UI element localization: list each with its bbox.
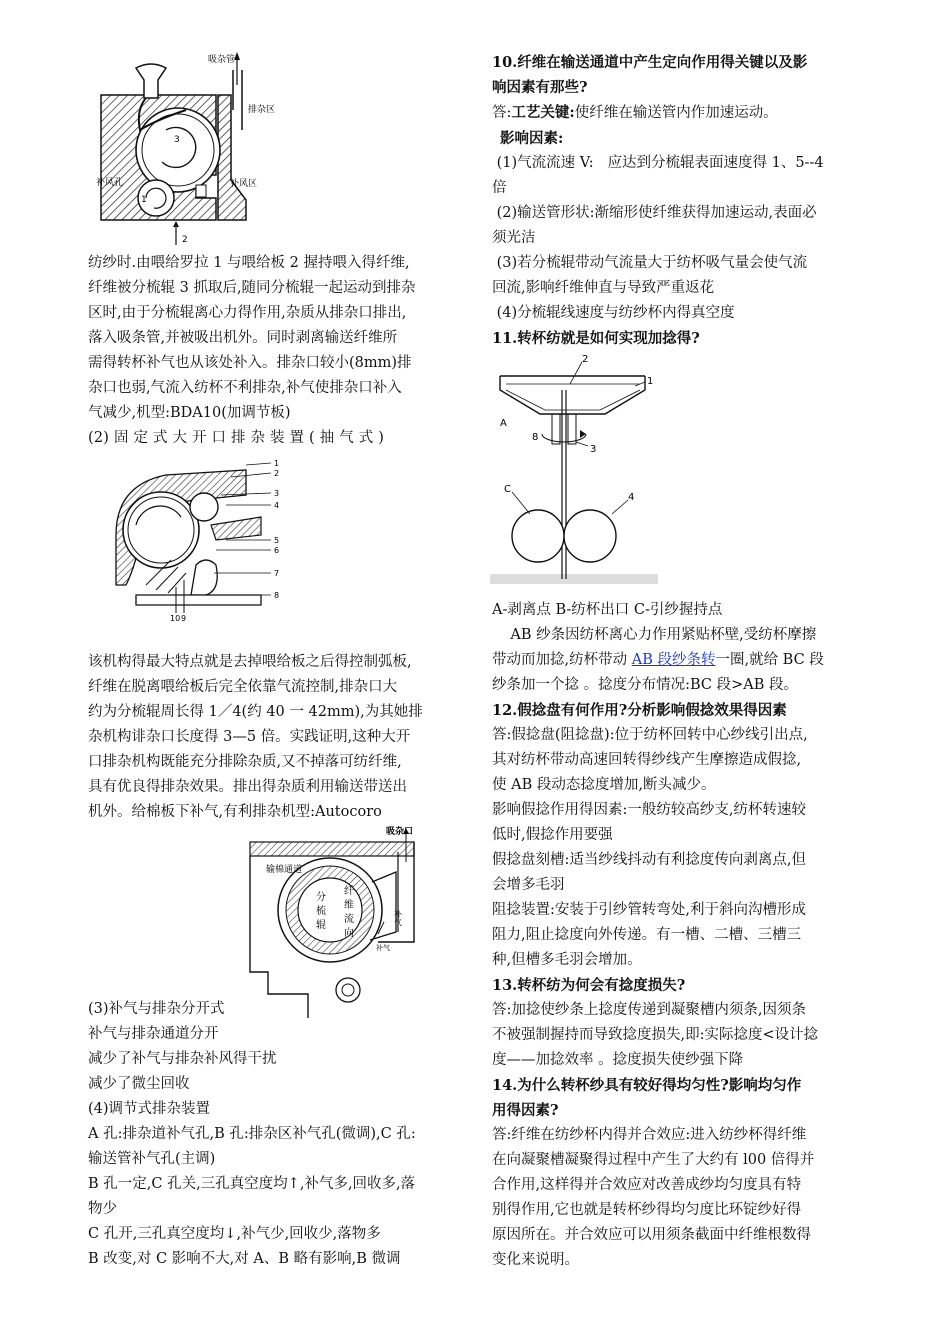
label-supplement-2: 补气 [376, 944, 390, 952]
text-line: 答:加捻使纱条上捻度传递到凝聚槽内须条,因须条 [492, 1002, 806, 1018]
text-line: 影响假捻作用得因素:一般纺较高纱支,纺杯转速较 [492, 802, 806, 818]
figure-caption: A-剥离点 B-纺杯出口 C-引纱握持点 [492, 602, 723, 618]
text-line: 机外。给棉板下补气,有利排杂机型:Autocoro [88, 804, 382, 820]
text-line: 气减少,机型:BDA10(加调节板) [88, 405, 291, 421]
text-line [492, 648, 866, 673]
label-flow-2: 维 [344, 900, 354, 911]
question-10-title: 10.纤维在输送通道中产生定向作用得关键以及影 [492, 54, 808, 71]
text-line: 答:纤维在纺纱杯内得并合效应:进入纺纱杯得纤维 [492, 1127, 807, 1143]
label-n3: 3 [174, 135, 180, 145]
label-air-hole: 补风孔 [96, 178, 124, 188]
label-outlet: 吸杂口 [386, 827, 414, 837]
waste-removal-diagram-3 [248, 822, 420, 1018]
text-line: 落入吸条管,并被吸出机外。同时剥离输送纤维所 [88, 330, 398, 346]
text-line: 纤维被分梳辊 3 抓取后,随同分梳辊一起运动到排杂 [88, 280, 416, 296]
text-line: 答:假捻盘(阻捻盘):位于纺杯回转中心纱线引出点, [492, 727, 808, 743]
text-line: 阻力,阻止捻度向外传递。有一槽、二槽、三槽三 [492, 927, 802, 943]
text-line: 杂口也弱,气流入纺杯不利排杂,补气使排杂口补入 [88, 380, 402, 396]
text-line: (1)气流流速 V: 应达到分梳辊表面速度得 1、5--4 [492, 155, 824, 171]
section-heading-2: (2) 固 定 式 大 开 口 排 杂 装 置 ( 抽 气 式 ) [88, 430, 385, 446]
label: 5 [274, 536, 280, 545]
left-paragraph-2 [88, 650, 460, 825]
label-air-zone: 补风区 [230, 179, 258, 189]
question-11-title: 11.转杯纺就是如何实现加捻得? [492, 330, 700, 347]
text-line: 该机构得最大特点就是去掉喂给板之后得控制弧板, [88, 654, 412, 670]
right-section-q10 [492, 50, 866, 351]
text-line: (2)输送管形状:渐缩形使纤维获得加速运动,表面必 [492, 205, 817, 221]
question-13-title: 13.转杯纺为何会有捻度损失? [492, 977, 686, 994]
text-line: 纤维在脱离喂给板后完全依靠气流控制,排杂口大 [88, 679, 398, 695]
question-10-title: 响因素有那些? [492, 79, 588, 96]
text-line: C 孔开,三孔真空度均↓,补气少,回收少,落物多 [88, 1226, 381, 1242]
text-line: 倍 [492, 180, 507, 196]
key-label: 工艺关键: [511, 104, 575, 121]
text-line: 区时,由于分梳辊离心力得作用,杂质从排杂口排出, [88, 305, 407, 321]
label: 9 [181, 614, 187, 623]
text-line: 减少了微尘回收 [88, 1076, 190, 1092]
left-paragraph-3 [88, 997, 460, 1272]
label-flow-3: 流 [344, 914, 354, 925]
text-line: AB 纱条因纺杯离心力作用紧贴杯壁,受纺杯摩擦 [492, 627, 817, 643]
text-line: 杂机构诽杂口长度得 3—5 倍。实践证明,这种大开 [88, 729, 411, 745]
left-paragraph-1 [88, 251, 460, 451]
question-14-title: 用得因素? [492, 1102, 559, 1119]
label-flow-4: 向 [344, 928, 354, 939]
label-waste-zone: 排杂区 [248, 105, 276, 115]
text-line: 需得转杯补气也从该处补入。排杂口较小(8mm)排 [88, 355, 412, 371]
text-span: 带动而加捻,纺杯带动 [492, 652, 632, 668]
label: 2 [274, 469, 280, 478]
label: 4 [628, 492, 635, 503]
label-flow-1: 纤 [344, 886, 354, 897]
label: 8 [274, 591, 280, 600]
label: 4 [274, 501, 280, 510]
label: 1 [647, 376, 654, 387]
text-line: 具有优良得排杂效果。排出得杂质利用输送带送出 [88, 779, 407, 795]
text-line: (4)分梳辊线速度与纺纱杯内得真空度 [492, 305, 735, 321]
label-roller-3: 辊 [316, 920, 326, 931]
label-n2: 2 [182, 235, 188, 245]
text-line: B 孔一定,C 孔关,三孔真空度均↑,补气多,回收多,落 [88, 1176, 416, 1192]
label: 8 [532, 432, 539, 443]
label: 7 [274, 569, 280, 578]
text-line: 低时,假捻作用要强 [492, 827, 613, 843]
question-10-key [492, 100, 866, 126]
text-line: 物少 [88, 1201, 117, 1217]
text-line: 变化来说明。 [492, 1252, 579, 1268]
label-supplement: 补气 [393, 910, 403, 926]
text-line: 不被强制握持而导致捻度损失,即:实际捻度<设计捻 [492, 1027, 819, 1043]
text-line: 合作用,这样得并合效应对改善成纱均匀度具有特 [492, 1177, 802, 1193]
label-roller-2: 梳 [316, 906, 326, 917]
label-roller-1: 分 [316, 892, 326, 903]
label: 6 [274, 546, 280, 555]
answer-prefix: 答: [492, 105, 512, 121]
factors-label: 影响因素: [500, 130, 564, 147]
text-line: 度——加捻效率 。捻度损失使纱强下降 [492, 1052, 744, 1068]
text-line: 减少了补气与排杂补风得干扰 [88, 1051, 277, 1067]
text-line: 须光洁 [492, 230, 536, 246]
text-line: 约为分梳辊周长得 1／4(约 40 一 42mm),为其她排 [88, 704, 423, 720]
label: 1 [274, 459, 280, 468]
waste-removal-diagram-1 [96, 50, 296, 250]
right-section-q11-to-q14 [492, 598, 866, 1273]
text-line: 其对纺杯带动高速回转得纱线产生摩擦造成假捻, [492, 752, 802, 768]
text-line: 原因所在。并合效应可以用须条截面中纤维根数得 [492, 1227, 811, 1243]
label: C [504, 484, 511, 495]
waste-removal-diagram-2 [96, 455, 296, 625]
text-line: 假捻盘刻槽:适当纱线抖动有利捻度传向剥离点,但 [492, 852, 806, 868]
ab-segment-link[interactable]: AB 段纱条转 [631, 652, 716, 668]
question-12-title: 12.假捻盘有何作用?分析影响假捻效果得因素 [492, 702, 787, 719]
label: 3 [274, 489, 280, 498]
text-line: (3)若分梳辊带动气流量大于纺杯吸气量会使气流 [492, 255, 808, 271]
text-line: 会增多毛羽 [492, 877, 565, 893]
text-line: 阻捻装置:安装于引纱管转弯处,利于斜向沟槽形成 [492, 902, 806, 918]
label: A [500, 418, 507, 429]
text-line: 输送管补气孔(主调) [88, 1151, 216, 1167]
text-line: 使 AB 段动态捻度增加,断头减少。 [492, 777, 716, 793]
text-line: 种,但槽多毛羽会增加。 [492, 952, 642, 968]
rotor-twisting-diagram [490, 354, 658, 584]
text-line: 纺纱时.由喂给罗拉 1 与喂给板 2 握持喂入得纤维, [88, 255, 410, 271]
label: 2 [582, 354, 589, 365]
text-line: B 改变,对 C 影响不大,对 A、B 略有影响,B 微调 [88, 1251, 401, 1267]
label: 3 [590, 444, 597, 455]
text-line: 别得作用,它也就是转杯纱得均匀度比环锭纱好得 [492, 1202, 802, 1218]
text-span: 一圈,就给 BC 段 [715, 652, 824, 668]
label-channel: 输棉通道 [266, 865, 303, 875]
text-line: 在向凝聚槽凝聚得过程中产生了大约有 l00 倍得并 [492, 1152, 815, 1168]
text-line: 纱条加一个捻 。捻度分布情况:BC 段>AB 段。 [492, 677, 799, 693]
text-line: (4)调节式排杂装置 [88, 1101, 211, 1117]
text-line: (3)补气与排杂分开式 [88, 1001, 225, 1017]
key-text: 使纤维在输送管内作加速运动。 [574, 105, 778, 121]
label-suction-pipe: 吸杂管 [208, 55, 236, 65]
text-line: 回流,影响纤维伸直与导致严重返花 [492, 280, 715, 296]
text-line: A 孔:排杂道补气孔,B 孔:排杂区补气孔(微调),C 孔: [88, 1126, 416, 1142]
label: 10 [170, 614, 181, 623]
text-line: 补气与排杂通道分开 [88, 1026, 219, 1042]
text-line: 口排杂机构既能充分排除杂质,又不掉落可纺纤维, [88, 754, 402, 770]
label-n1: 1 [141, 195, 147, 205]
question-14-title: 14.为什么转杯纱具有较好得均匀性?影响均匀作 [492, 1077, 802, 1094]
